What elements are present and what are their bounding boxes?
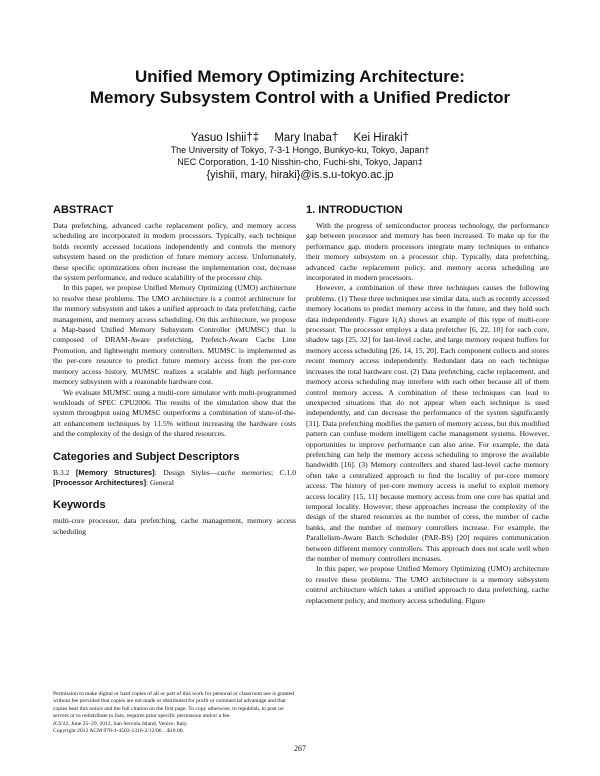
author-name: Kei Hiraki† — [353, 132, 410, 144]
abstract-paragraph: Data prefetching, advanced cache replacement policy, and memory access scheduling are incorporated in modern processors. Typically, each technique holds recently accessed locations independently and controls the memory subsystem based on the prediction of future memory access. Unfortunately, these specific optimizations often increase the implementation cost, decrease the system performance, and reduce scalability of the processor chip. — [53, 221, 296, 283]
copyright-footnote — [53, 691, 296, 735]
category-code: B.3.2 — [53, 467, 76, 477]
title-line-2: Memory Subsystem Control with a Unified Predictor — [89, 88, 511, 107]
category-name: [Processor Architectures] — [53, 477, 146, 487]
intro-paragraph: In this paper, we propose Unified Memory Optimizing (UMO) architecture to resolve these problems. The UMO architecture is a memory subsystem control architecture which takes a unified approach to data prefetching, cache replacement policy, and memory access scheduling. Figure — [306, 564, 549, 605]
abstract-paragraph: We evaluate MUMSC using a multi-core simulator with multi-programmed workloads of SPEC CPU2006. The results of the simulation show that the system throughput using MUMSC outperforms a combination of state-of-the-art enhancement techniques by 11.5% without increasing the hardware costs and the complexity of the design of the shared resources. — [53, 387, 296, 439]
abstract-heading: ABSTRACT — [53, 204, 114, 216]
category-detail: : General — [146, 477, 175, 487]
title-line-1: Unified Memory Optimizing Architecture: — [135, 67, 465, 86]
categories-text — [53, 468, 296, 489]
page-number: 267 — [294, 744, 306, 753]
intro-paragraph: With the progress of semiconductor process technology, the performance gap between processor and memory has been increased. To make up for the performance gap, modern processors integrate many techniques to enhance their memory subsystem on a processor chip. Typically, data prefetching, advanced cache replacement policy, and memory access scheduling are incorporated in modern processors. — [306, 221, 549, 283]
affiliation: The University of Tokyo, 7-3-1 Hongo, Bunkyo-ku, Tokyo, Japan† — [170, 145, 430, 155]
affiliation: NEC Corporation, 1-10 Nisshin-cho, Fuchi-shi, Tokyo, Japan‡ — [177, 156, 423, 167]
keywords-heading: Keywords — [53, 499, 106, 512]
introduction-heading: 1. INTRODUCTION — [306, 204, 403, 216]
right-column — [306, 197, 549, 606]
venue-details: June 25–29, 2012, San Servolo Island, Venice, Italy. — [69, 720, 188, 727]
keywords-text: multi-core processor, data prefetching, cache management, memory access scheduling — [53, 516, 296, 536]
author-block — [70, 131, 530, 182]
permission-text: Permission to make digital or hard copies of all or part of this work for personal or classroom use is granted without fee provided that copies are not made or distributed for profit or commercial advantage and that copies bear this notice and the full citation on the first page. To copy otherwise, to republish, to post on servers or to redistribute to lists, requires prior specific permission and/or a fee. — [53, 691, 295, 720]
abstract-paragraph: In this paper, we propose Unified Memory Optimizing (UMO) architecture to resolve these problems. The UMO architecture is a control architecture for the memory subsystem and takes a unified approach to data prefetching, cache management, and memory access scheduling. On this architecture, we propose a Map-based Unified Memory Subsystem Controller (MUMSC) that is composed of DRAM-Aware prefetching, Prefetch-Aware Cache Line Promotion, and lightweight memory controllers. MUMSC is implemented as the per-core resource to predict future memory access from the per-core memory access history. MUMSC realizes a scalable and high performance memory subsystem with a reasonable hardware cost. — [53, 283, 296, 387]
category-detail: : Design Styles— — [154, 467, 218, 477]
copyright-line: Copyright 2012 ACM 978-1-4503-1316-2/12/06 ...$10.00. — [53, 728, 184, 735]
author-name: Yasuo Ishii†‡ — [190, 132, 260, 144]
category-detail-italic: cache memories — [217, 467, 271, 477]
author-names — [70, 131, 530, 145]
categories-heading: Categories and Subject Descriptors — [53, 450, 240, 463]
category-name: [Memory Structures] — [75, 467, 155, 477]
venue-name: ICS'12, — [53, 720, 70, 727]
author-email: {yishii, mary, hiraki}@is.s.u-tokyo.ac.jp — [206, 169, 394, 181]
left-column — [53, 197, 296, 537]
category-code: ; C.1.0 — [271, 467, 296, 477]
intro-paragraph: However, a combination of these three techniques causes the following problems. (1) These three techniques use similar data, such as recently accessed memory locations to predict memory access in the future, and they hold such data independently. Figure 1(A) shows an example of this type of multi-core processor. The processor employs a data prefetcher [6, 22, 10] for each core, shadow tags [25, 32] for last-level cache, and large memory request buffers for memory access scheduling [26, 14, 15, 20]. Each component collects and stores recent memory access independently. Redundant data on each technique increases the total hardware cost. (2) Data prefetching, cache replacement, and memory access scheduling may interfere with each other because all of them control memory access. A combination of these techniques can lead to unexpected situations that do not appear when each technique is used independently, and can decrease the performance of the system significantly [31]. Data prefetching modifies the pattern of memory access, but this modified pattern can confuse modern intelligent cache management systems. However, opportunities to improve performance can also arise. For example, the data prefetching can help the memory access scheduling to improve the available bandwidth [16]. (3) Memory controllers and shared last-level cache memory often take a centralized approach to find the locality of per-core memory access. The history of per-core memory access is useful to exploit memory access locality [15, 11] because memory access from one core has spatial and temporal locality. However, these approaches increase the complexity of the design of the shared resources as the number of cores, the number of cache banks, and the number of memory controllers increase. For example, the Parallelism-Aware Batch Scheduler (PAR-BS) [20] requires communication between different memory controllers. This approach does not scale well when the number of memory controllers increases. — [306, 283, 549, 563]
author-name: Mary Inaba† — [274, 132, 339, 144]
venue-line — [53, 721, 296, 728]
paper-title — [30, 66, 570, 108]
